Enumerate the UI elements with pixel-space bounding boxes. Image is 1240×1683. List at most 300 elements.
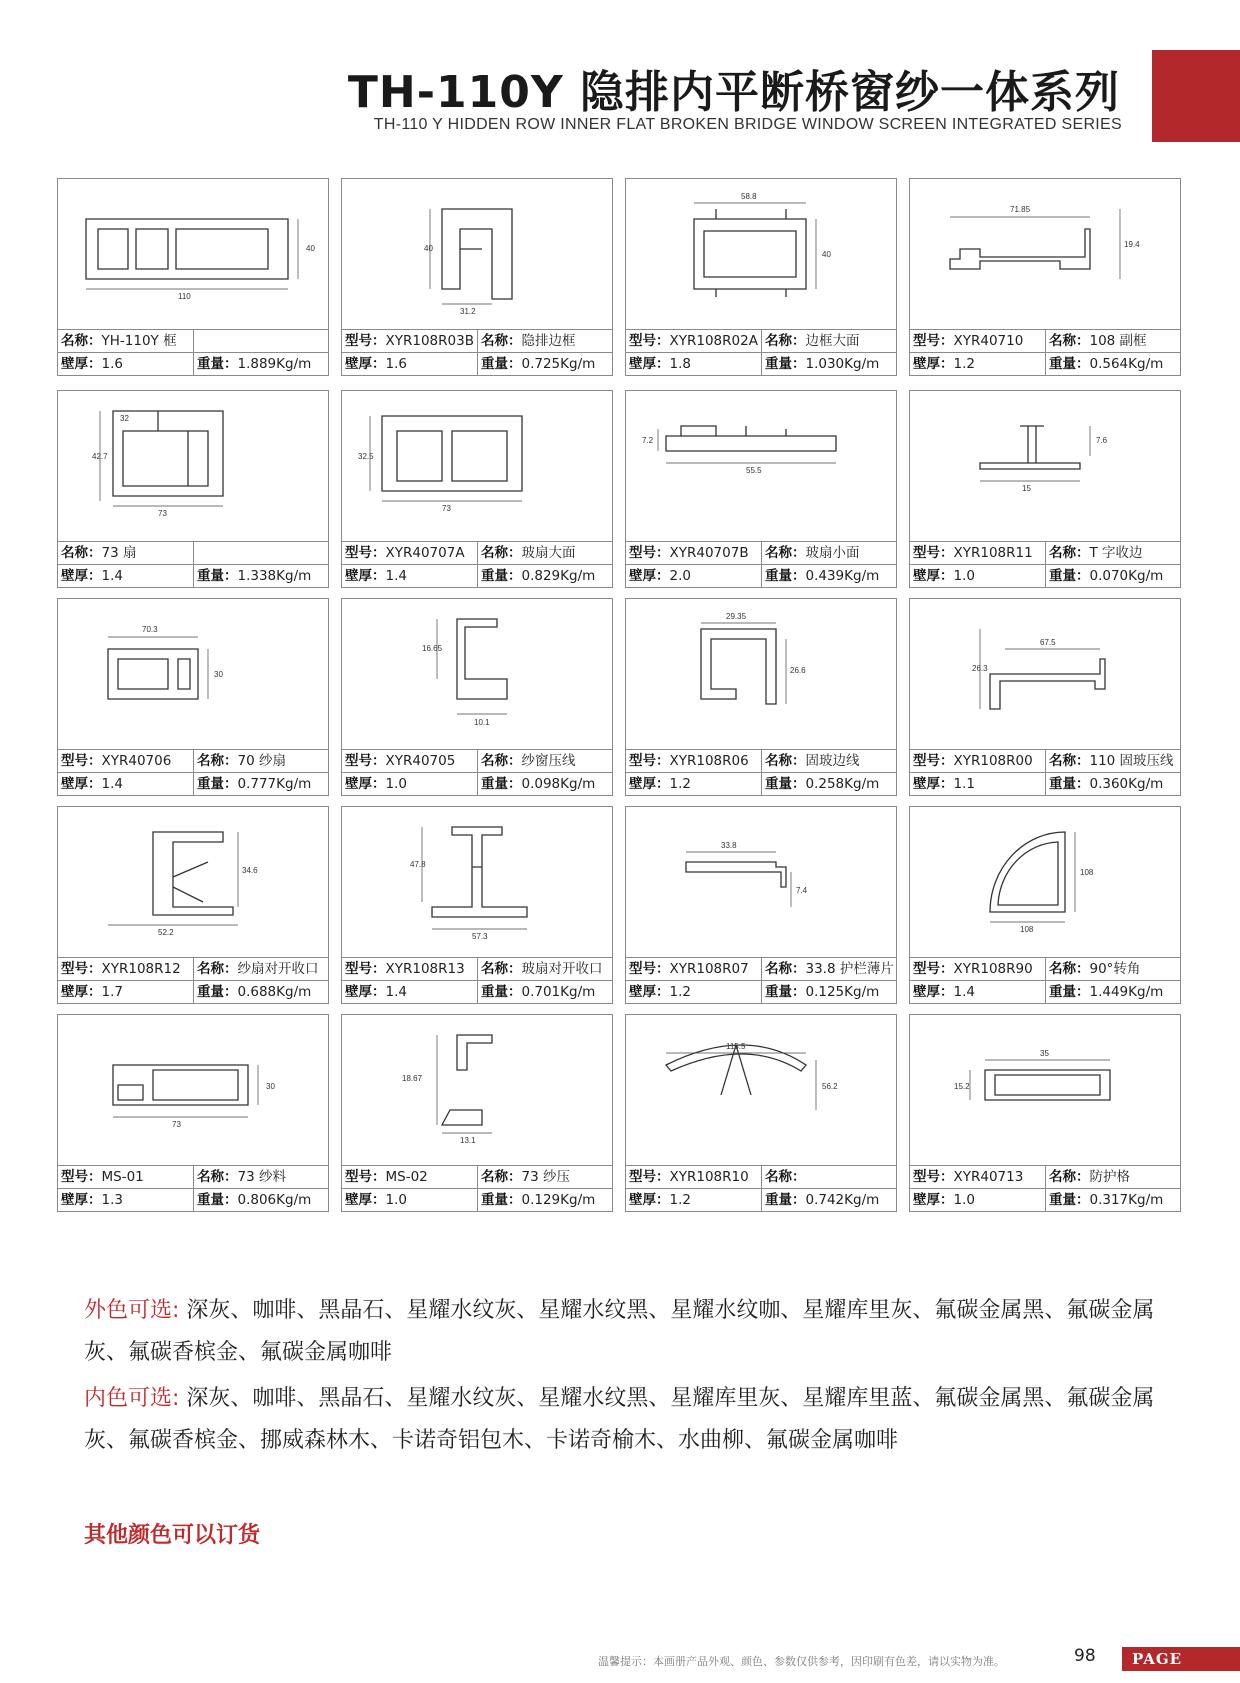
dimension-label: 19.4 xyxy=(1124,240,1140,249)
name-value: 玻扇小面 xyxy=(805,545,860,561)
weight-label: 重量： xyxy=(765,568,806,584)
thickness-cell xyxy=(342,1189,478,1211)
profile-drawing xyxy=(910,599,1180,749)
profile-drawing xyxy=(626,1015,896,1165)
thickness-cell xyxy=(58,1189,194,1211)
dimension-label: 29.35 xyxy=(726,612,747,621)
name-cell xyxy=(194,750,328,772)
dimension-label: 115.5 xyxy=(726,1042,746,1051)
name-cell xyxy=(762,1166,896,1188)
weight-cell xyxy=(194,565,328,587)
name-value: 70 纱扇 xyxy=(237,753,286,769)
profile-card xyxy=(57,806,329,1004)
thickness-value: 1.4 xyxy=(385,984,407,1000)
profile-card xyxy=(57,1014,329,1212)
outer-color-list: 深灰、咖啡、黑晶石、星耀水纹灰、星耀水纹黑、星耀水纹咖、星耀库里灰、氟碳金属黑、氟碳金属灰、氟碳香槟金、氟碳金属咖啡 xyxy=(84,1298,1155,1365)
thickness-value: 1.3 xyxy=(101,1192,123,1208)
thickness-label: 壁厚： xyxy=(345,356,386,372)
profile-card xyxy=(341,598,613,796)
model-value: XYR108R13 xyxy=(385,961,465,977)
model-value: XYR108R12 xyxy=(101,961,181,977)
profile-cross-section xyxy=(626,391,896,541)
profile-info-table xyxy=(910,749,1180,795)
thickness-value: 1.0 xyxy=(385,1192,407,1208)
model-cell xyxy=(58,1166,194,1188)
weight-label: 重量： xyxy=(481,356,522,372)
profile-card xyxy=(341,1014,613,1212)
profile-cross-section xyxy=(626,599,896,749)
profile-drawing xyxy=(342,1015,612,1165)
thickness-cell xyxy=(910,981,1046,1003)
profile-card xyxy=(625,598,897,796)
model-cell xyxy=(910,958,1046,980)
name-value: 73 扇 xyxy=(101,545,137,561)
thickness-value: 1.0 xyxy=(385,776,407,792)
name-label: 名称： xyxy=(61,333,102,349)
model-value: XYR108R06 xyxy=(669,753,749,769)
model-value: XYR108R90 xyxy=(953,961,1033,977)
weight-value: 0.439Kg/m xyxy=(805,568,880,584)
weight-label: 重量： xyxy=(197,568,238,584)
profile-drawing xyxy=(58,1015,328,1165)
name-cell xyxy=(194,958,328,980)
model-cell xyxy=(626,958,762,980)
dimension-label: 40 xyxy=(822,250,831,259)
thickness-label: 壁厚： xyxy=(61,776,102,792)
name-label: 名称： xyxy=(481,1169,522,1185)
name-value: YH-110Y 框 xyxy=(101,333,177,349)
weight-cell xyxy=(1046,353,1180,375)
profile-card xyxy=(909,1014,1181,1212)
weight-label: 重量： xyxy=(1049,356,1090,372)
thickness-label: 壁厚： xyxy=(629,776,670,792)
weight-cell xyxy=(1046,773,1180,795)
brand-color-block xyxy=(1152,50,1240,142)
thickness-cell xyxy=(910,1189,1046,1211)
weight-cell xyxy=(478,981,612,1003)
dimension-label: 35 xyxy=(1040,1049,1049,1058)
profile-drawing xyxy=(626,179,896,329)
weight-cell xyxy=(194,981,328,1003)
model-value: XYR40707A xyxy=(385,545,465,561)
model-cell xyxy=(626,542,762,564)
profile-info-table xyxy=(342,957,612,1003)
weight-cell xyxy=(762,565,896,587)
thickness-label: 壁厚： xyxy=(61,1192,102,1208)
dimension-label: 30 xyxy=(266,1082,275,1091)
dimension-label: 47.8 xyxy=(410,860,426,869)
thickness-cell xyxy=(58,353,194,375)
name-cell xyxy=(762,958,896,980)
weight-cell xyxy=(1046,565,1180,587)
weight-value: 0.806Kg/m xyxy=(237,1192,312,1208)
name-value: 纱扇对开收口 xyxy=(237,961,319,977)
profile-cross-section xyxy=(910,599,1180,749)
footer-disclaimer: 温馨提示：本画册产品外观、颜色、参数仅供参考，因印刷有色差，请以实物为准。 xyxy=(598,1655,1005,1668)
profile-cross-section xyxy=(342,1015,612,1165)
dimension-label: 58.8 xyxy=(741,192,757,201)
name-cell xyxy=(762,542,896,564)
weight-cell xyxy=(194,773,328,795)
thickness-cell xyxy=(626,1189,762,1211)
thickness-cell xyxy=(58,773,194,795)
model-label: 型号： xyxy=(629,961,670,977)
dimension-label: 7.2 xyxy=(642,436,654,445)
weight-cell xyxy=(478,773,612,795)
profile-card xyxy=(625,390,897,588)
weight-label: 重量： xyxy=(765,356,806,372)
profile-card xyxy=(909,178,1181,376)
model-cell xyxy=(58,958,194,980)
model-cell xyxy=(626,330,762,352)
model-label: 型号： xyxy=(61,1169,102,1185)
profile-card xyxy=(909,390,1181,588)
profile-info-table xyxy=(58,957,328,1003)
model-label: 型号： xyxy=(345,753,386,769)
model-label: 型号： xyxy=(345,1169,386,1185)
name-label: 名称： xyxy=(765,545,806,561)
profile-cross-section xyxy=(626,1015,896,1165)
thickness-cell xyxy=(910,565,1046,587)
name-cell xyxy=(1046,542,1180,564)
dimension-label: 10.1 xyxy=(474,718,490,727)
thickness-label: 壁厚： xyxy=(345,568,386,584)
profile-info-table xyxy=(58,1165,328,1211)
profile-card xyxy=(341,806,613,1004)
name-value: 108 副框 xyxy=(1089,333,1147,349)
weight-label: 重量： xyxy=(481,984,522,1000)
dimension-label: 15 xyxy=(1022,484,1031,493)
model-cell xyxy=(910,330,1046,352)
name-value: 玻扇大面 xyxy=(521,545,576,561)
name-cell xyxy=(478,330,612,352)
weight-cell xyxy=(194,1189,328,1211)
thickness-cell xyxy=(910,773,1046,795)
name-value: 边框大面 xyxy=(805,333,860,349)
thickness-label: 壁厚： xyxy=(345,776,386,792)
dimension-label: 70.3 xyxy=(142,625,158,634)
model-value: XYR108R00 xyxy=(953,753,1033,769)
profile-cross-section xyxy=(910,179,1180,329)
model-label: 型号： xyxy=(629,1169,670,1185)
weight-cell xyxy=(1046,981,1180,1003)
weight-cell xyxy=(762,773,896,795)
weight-value: 0.129Kg/m xyxy=(521,1192,596,1208)
page-subtitle: TH-110 Y HIDDEN ROW INNER FLAT BROKEN BRIDGE WINDOW SCREEN INTEGRATED SERIES xyxy=(373,116,1122,133)
model-cell xyxy=(58,330,194,352)
thickness-cell xyxy=(342,353,478,375)
weight-label: 重量： xyxy=(481,568,522,584)
model-label: 型号： xyxy=(629,545,670,561)
name-label: 名称： xyxy=(765,333,806,349)
name-cell xyxy=(194,330,328,352)
weight-cell xyxy=(762,1189,896,1211)
thickness-label: 壁厚： xyxy=(913,1192,954,1208)
thickness-cell xyxy=(910,353,1046,375)
weight-label: 重量： xyxy=(197,356,238,372)
model-cell xyxy=(342,1166,478,1188)
name-value: 110 固玻压线 xyxy=(1089,753,1174,769)
weight-value: 0.360Kg/m xyxy=(1089,776,1164,792)
dimension-label: 56.2 xyxy=(822,1082,838,1091)
model-value: MS-02 xyxy=(385,1169,428,1185)
name-label: 名称： xyxy=(481,333,522,349)
model-label: 型号： xyxy=(913,1169,954,1185)
name-label: 名称： xyxy=(197,753,238,769)
profile-info-table xyxy=(58,749,328,795)
outer-color-options xyxy=(84,1290,1164,1374)
profile-card xyxy=(625,178,897,376)
weight-label: 重量： xyxy=(765,776,806,792)
order-note: 其他颜色可以订货 xyxy=(84,1523,261,1548)
model-cell xyxy=(342,330,478,352)
thickness-label: 壁厚： xyxy=(913,776,954,792)
profile-drawing xyxy=(58,179,328,329)
name-cell xyxy=(762,330,896,352)
name-value: 73 纱料 xyxy=(237,1169,286,1185)
thickness-value: 1.2 xyxy=(669,1192,691,1208)
thickness-value: 1.1 xyxy=(953,776,975,792)
profile-info-table xyxy=(626,749,896,795)
dimension-label: 71.85 xyxy=(1010,205,1031,214)
dimension-label: 15.2 xyxy=(954,1082,970,1091)
dimension-label: 7.4 xyxy=(796,886,808,895)
name-label: 名称： xyxy=(765,1169,806,1185)
name-cell xyxy=(1046,330,1180,352)
model-cell xyxy=(342,750,478,772)
page-number: 98 xyxy=(1074,1646,1096,1666)
model-cell xyxy=(910,750,1046,772)
thickness-label: 壁厚： xyxy=(913,356,954,372)
profile-cross-section xyxy=(58,1015,328,1165)
weight-label: 重量： xyxy=(481,776,522,792)
name-cell xyxy=(1046,958,1180,980)
thickness-value: 1.8 xyxy=(669,356,691,372)
profile-cross-section xyxy=(342,391,612,541)
name-label: 名称： xyxy=(197,961,238,977)
model-cell xyxy=(910,542,1046,564)
thickness-cell xyxy=(626,353,762,375)
profile-card xyxy=(909,598,1181,796)
dimension-label: 52.2 xyxy=(158,928,174,937)
weight-cell xyxy=(1046,1189,1180,1211)
model-value: XYR108R02A xyxy=(669,333,758,349)
model-value: XYR108R11 xyxy=(953,545,1033,561)
profile-cross-section xyxy=(626,807,896,957)
inner-color-options xyxy=(84,1378,1164,1462)
thickness-cell xyxy=(58,565,194,587)
thickness-value: 1.0 xyxy=(953,1192,975,1208)
model-label: 型号： xyxy=(913,333,954,349)
model-cell xyxy=(58,750,194,772)
profile-drawing xyxy=(58,391,328,541)
weight-label: 重量： xyxy=(197,776,238,792)
name-value: 90°转角 xyxy=(1089,961,1141,977)
dimension-label: 31.2 xyxy=(460,307,476,316)
profile-card xyxy=(341,390,613,588)
profile-drawing xyxy=(626,599,896,749)
thickness-label: 壁厚： xyxy=(61,356,102,372)
weight-label: 重量： xyxy=(197,984,238,1000)
name-cell xyxy=(1046,750,1180,772)
profile-info-table xyxy=(342,749,612,795)
page-label: PAGE xyxy=(1122,1647,1240,1671)
weight-label: 重量： xyxy=(1049,568,1090,584)
dimension-label: 32 xyxy=(120,414,129,423)
dimension-label: 55.5 xyxy=(746,466,762,475)
profile-info-table xyxy=(910,329,1180,375)
model-label: 型号： xyxy=(345,333,386,349)
thickness-cell xyxy=(342,565,478,587)
profile-info-table xyxy=(342,1165,612,1211)
name-value: 防护格 xyxy=(1089,1169,1130,1185)
name-value: 73 纱压 xyxy=(521,1169,570,1185)
name-label: 名称： xyxy=(481,545,522,561)
profile-drawing xyxy=(58,599,328,749)
name-cell xyxy=(194,542,328,564)
dimension-label: 40 xyxy=(424,244,433,253)
weight-label: 重量： xyxy=(1049,1192,1090,1208)
name-label: 名称： xyxy=(1049,961,1090,977)
model-label: 型号： xyxy=(61,753,102,769)
profile-cross-section xyxy=(910,391,1180,541)
profile-cross-section xyxy=(58,179,328,329)
profile-card xyxy=(625,806,897,1004)
weight-value: 0.742Kg/m xyxy=(805,1192,880,1208)
name-value: 纱窗压线 xyxy=(521,753,576,769)
weight-cell xyxy=(194,353,328,375)
weight-value: 0.098Kg/m xyxy=(521,776,596,792)
thickness-label: 壁厚： xyxy=(629,984,670,1000)
model-cell xyxy=(626,1166,762,1188)
name-cell xyxy=(478,958,612,980)
thickness-value: 1.4 xyxy=(101,568,123,584)
model-cell xyxy=(58,542,194,564)
profile-drawing xyxy=(58,807,328,957)
dimension-label: 16.65 xyxy=(422,644,443,653)
model-value: XYR108R10 xyxy=(669,1169,749,1185)
thickness-value: 1.2 xyxy=(669,776,691,792)
weight-value: 0.125Kg/m xyxy=(805,984,880,1000)
profile-cross-section xyxy=(910,807,1180,957)
name-cell xyxy=(194,1166,328,1188)
model-cell xyxy=(342,958,478,980)
dimension-label: 18.67 xyxy=(402,1074,423,1083)
thickness-value: 1.4 xyxy=(953,984,975,1000)
dimension-label: 26.3 xyxy=(972,664,988,673)
thickness-label: 壁厚： xyxy=(345,984,386,1000)
profile-drawing xyxy=(910,807,1180,957)
profile-info-table xyxy=(626,957,896,1003)
weight-value: 1.889Kg/m xyxy=(237,356,312,372)
profile-drawing xyxy=(626,807,896,957)
profile-drawing xyxy=(626,391,896,541)
name-cell xyxy=(478,542,612,564)
weight-value: 1.030Kg/m xyxy=(805,356,880,372)
model-value: XYR108R07 xyxy=(669,961,749,977)
profile-drawing xyxy=(910,391,1180,541)
thickness-label: 壁厚： xyxy=(913,984,954,1000)
model-value: XYR40713 xyxy=(953,1169,1024,1185)
dimension-label: 26.6 xyxy=(790,666,806,675)
profile-cross-section xyxy=(58,599,328,749)
model-label: 型号： xyxy=(345,545,386,561)
weight-label: 重量： xyxy=(765,984,806,1000)
dimension-label: 34.6 xyxy=(242,866,258,875)
profile-info-table xyxy=(58,541,328,587)
weight-value: 0.317Kg/m xyxy=(1089,1192,1164,1208)
model-label: 型号： xyxy=(345,961,386,977)
weight-value: 0.688Kg/m xyxy=(237,984,312,1000)
profile-info-table xyxy=(626,541,896,587)
dimension-label: 73 xyxy=(442,504,451,513)
dimension-label: 67.5 xyxy=(1040,638,1056,647)
dimension-label: 110 xyxy=(178,292,191,301)
dimension-label: 73 xyxy=(172,1120,181,1129)
name-cell xyxy=(478,1166,612,1188)
weight-value: 1.449Kg/m xyxy=(1089,984,1164,1000)
thickness-value: 1.4 xyxy=(101,776,123,792)
model-cell xyxy=(626,750,762,772)
profile-drawing xyxy=(910,179,1180,329)
profile-drawing xyxy=(342,599,612,749)
model-label: 型号： xyxy=(913,753,954,769)
profile-drawing xyxy=(342,391,612,541)
profile-info-table xyxy=(342,541,612,587)
profile-drawing xyxy=(342,807,612,957)
thickness-value: 1.4 xyxy=(385,568,407,584)
weight-label: 重量： xyxy=(481,1192,522,1208)
profile-card xyxy=(57,598,329,796)
model-label: 型号： xyxy=(913,961,954,977)
model-value: XYR108R03B xyxy=(385,333,474,349)
name-label: 名称： xyxy=(765,753,806,769)
model-cell xyxy=(342,542,478,564)
name-label: 名称： xyxy=(1049,1169,1090,1185)
color-options xyxy=(84,1290,1164,1466)
thickness-cell xyxy=(342,773,478,795)
name-label: 名称： xyxy=(481,753,522,769)
dimension-label: 30 xyxy=(214,670,223,679)
thickness-label: 壁厚： xyxy=(629,568,670,584)
profile-drawing xyxy=(910,1015,1180,1165)
weight-cell xyxy=(478,1189,612,1211)
model-label: 型号： xyxy=(629,333,670,349)
dimension-label: 42.7 xyxy=(92,452,108,461)
dimension-label: 13.1 xyxy=(460,1136,476,1145)
profile-info-table xyxy=(910,541,1180,587)
profile-drawing xyxy=(342,179,612,329)
weight-value: 1.338Kg/m xyxy=(237,568,312,584)
profile-cross-section xyxy=(342,599,612,749)
name-label: 名称： xyxy=(197,1169,238,1185)
thickness-label: 壁厚： xyxy=(345,1192,386,1208)
model-cell xyxy=(910,1166,1046,1188)
thickness-cell xyxy=(342,981,478,1003)
weight-cell xyxy=(478,353,612,375)
profile-cross-section xyxy=(58,391,328,541)
name-cell xyxy=(1046,1166,1180,1188)
weight-value: 0.258Kg/m xyxy=(805,776,880,792)
dimension-label: 108 xyxy=(1080,868,1094,877)
weight-label: 重量： xyxy=(1049,776,1090,792)
name-value: T 字收边 xyxy=(1089,545,1143,561)
profile-card xyxy=(57,178,329,376)
profile-cross-section xyxy=(342,807,612,957)
model-value: MS-01 xyxy=(101,1169,144,1185)
weight-value: 0.564Kg/m xyxy=(1089,356,1164,372)
model-label: 型号： xyxy=(61,961,102,977)
